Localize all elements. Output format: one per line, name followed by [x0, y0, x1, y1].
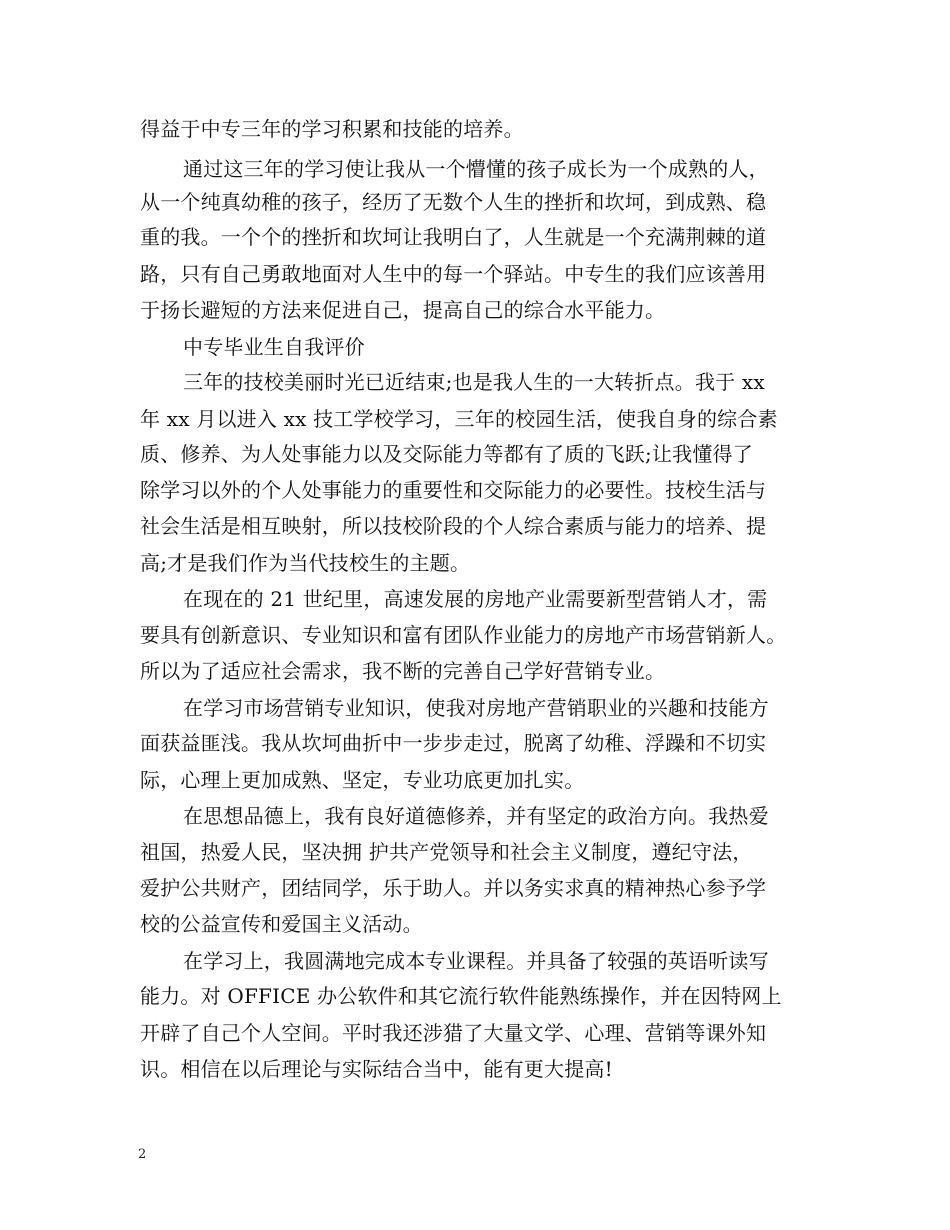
- text-line: 际，心理上更加成熟、坚定，专业功底更加扎实。: [140, 768, 585, 792]
- text-line: 所以为了适应社会需求，我不断的完善自己学好营销专业。: [140, 659, 666, 683]
- text-line: 路，只有自己勇敢地面对人生中的每一个驿站。中专生的我们应该善用: [140, 262, 767, 286]
- text-line: 三年的技校美丽时光已近结束;也是我人生的一大转折点。我于 xx: [183, 370, 765, 394]
- text-line: 年 xx 月以进入 xx 技工学校学习，三年的校园生活，使我自身的综合素: [140, 407, 778, 431]
- text-line: 识。相信在以后理论与实际结合当中，能有更大提高!: [140, 1057, 613, 1081]
- text-line: 重的我。一个个的挫折和坎坷让我明白了，人生就是一个充满荆棘的道: [140, 225, 767, 249]
- text-line: 在现在的 21 世纪里，高速发展的房地产业需要新型营销人才，需: [183, 587, 768, 611]
- text-line: 社会生活是相互映射，所以技校阶段的个人综合素质与能力的培养、提: [140, 514, 767, 538]
- text-line: 要具有创新意识、专业知识和富有团队作业能力的房地产市场营销新人。: [140, 623, 787, 647]
- text-line: 从一个纯真幼稚的孩子，经历了无数个人生的挫折和坎坷，到成熟、稳: [140, 190, 767, 214]
- text-line: 爱护公共财产，团结同学，乐于助人。并以务实求真的精神热心参予学: [140, 876, 767, 900]
- text-line: 祖国，热爱人民，坚决拥 护共产党领导和社会主义制度，遵纪守法，: [140, 840, 753, 864]
- text-line: 于扬长避短的方法来促进自己，提高自己的综合水平能力。: [140, 298, 666, 322]
- text-line: 在学习上，我圆满地完成本专业课程。并具备了较强的英语听读写: [183, 949, 769, 973]
- text-line: 得益于中专三年的学习积累和技能的培养。: [140, 117, 524, 141]
- text-line: 校的公益宣传和爱国主义活动。: [140, 912, 423, 936]
- text-line: 能力。对 OFFICE 办公软件和其它流行软件能熟练操作，并在因特网上: [140, 984, 782, 1008]
- text-line: 开辟了自己个人空间。平时我还涉猎了大量文学、心理、营销等课外知: [140, 1021, 767, 1045]
- text-line: 通过这三年的学习使让我从一个懵懂的孩子成长为一个成熟的人，: [183, 157, 769, 181]
- text-line: 高;才是我们作为当代技校生的主题。: [140, 551, 471, 575]
- text-line: 在思想品德上，我有良好道德修养，并有坚定的政治方向。我热爱: [183, 804, 769, 828]
- text-line: 质、修养、为人处事能力以及交际能力等都有了质的飞跃;让我懂得了: [140, 442, 753, 466]
- section-heading: 中专毕业生自我评价: [183, 335, 365, 359]
- text-line: 在学习市场营销专业知识，使我对房地产营销职业的兴趣和技能方: [183, 696, 769, 720]
- text-line: 除学习以外的个人处事能力的重要性和交际能力的必要性。技校生活与: [140, 478, 767, 502]
- page-number: 2: [138, 1147, 147, 1162]
- text-line: 面获益匪浅。我从坎坷曲折中一步步走过，脱离了幼稚、浮躁和不切实: [140, 731, 767, 755]
